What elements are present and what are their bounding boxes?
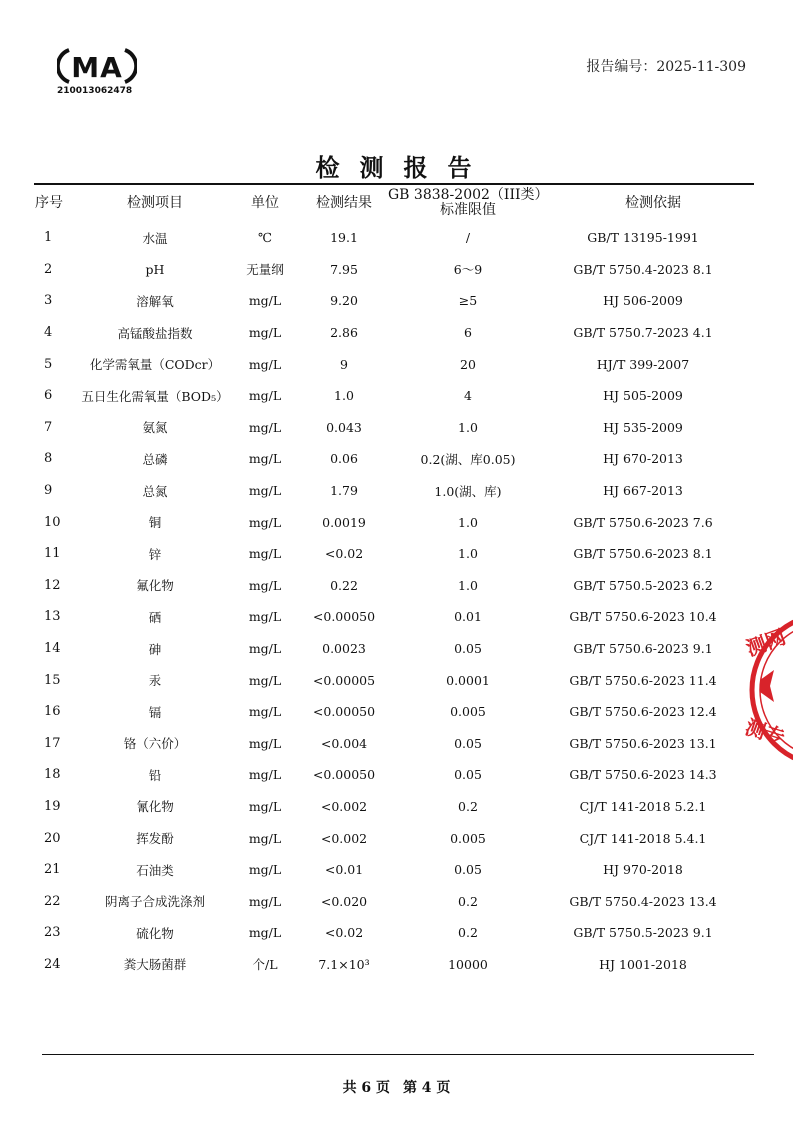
row-index: 23	[44, 925, 61, 941]
row-basis-text: HJ 535-2009	[603, 419, 683, 435]
row-basis-text: GB/T 5750.4-2023 8.1	[573, 261, 713, 277]
row-index: 7	[44, 419, 53, 435]
row-standard: 10000	[448, 956, 488, 972]
row-unit: mg/L	[248, 609, 282, 625]
row-index: 24	[44, 956, 61, 972]
row-item: 氟化物	[136, 578, 174, 594]
row-result: <0.01	[324, 862, 364, 878]
table-row	[18, 380, 758, 412]
row-unit: mg/L	[248, 704, 282, 720]
header-unit: 单位	[251, 194, 279, 211]
row-basis-text: GB/T 5750.6-2023 14.3	[569, 767, 717, 783]
row-result: <0.00050	[312, 767, 376, 783]
header-standard-line2: 标准限值	[440, 202, 496, 218]
row-basis	[548, 822, 758, 854]
table-row	[18, 633, 758, 665]
table-row	[18, 317, 758, 349]
row-item: 总氮	[142, 483, 168, 499]
row-basis	[548, 348, 758, 380]
row-unit: mg/L	[248, 577, 282, 593]
row-standard: 0.2	[458, 798, 478, 814]
row-basis-text: GB/T 5750.6-2023 11.4	[569, 672, 717, 688]
row-item: 溶解氧	[136, 293, 174, 309]
row-index: 5	[44, 356, 53, 372]
cma-code: 210013062478	[57, 86, 133, 96]
row-index: 3	[44, 293, 53, 309]
row-index: 4	[44, 325, 53, 341]
total-pages: 共 6 页	[342, 1080, 391, 1096]
row-item: 硒	[148, 609, 162, 625]
row-basis-text: GB/T 5750.6-2023 10.4	[569, 609, 717, 625]
header-index: 序号	[35, 194, 63, 211]
row-basis-text: HJ 506-2009	[603, 293, 683, 309]
table-row	[18, 285, 758, 317]
row-unit: mg/L	[248, 735, 282, 751]
row-index: 9	[44, 483, 53, 499]
row-basis-text: HJ 670-2013	[603, 451, 683, 467]
row-basis	[548, 664, 758, 696]
row-item: 化学需氧量（CODcr）	[89, 357, 221, 373]
row-item: 挥发酚	[136, 831, 174, 847]
row-result: <0.00005	[312, 672, 376, 688]
table-row	[18, 254, 758, 286]
row-standard: 6	[464, 325, 472, 341]
row-index: 2	[44, 261, 53, 277]
row-basis-text: GB/T 5750.6-2023 9.1	[573, 641, 713, 657]
row-basis	[548, 222, 758, 254]
row-standard: 0.05	[454, 735, 482, 751]
page-title: 检测报告	[315, 153, 492, 182]
row-unit: mg/L	[248, 862, 282, 878]
row-standard: 0.2	[458, 925, 478, 941]
row-item: 硫化物	[136, 925, 174, 941]
row-result: 0.06	[330, 451, 358, 467]
row-item: 锌	[148, 546, 162, 562]
row-basis	[548, 917, 758, 949]
row-item: 铅	[148, 767, 162, 783]
table-row	[18, 759, 758, 791]
row-basis	[548, 633, 758, 665]
row-result: 9	[340, 356, 348, 372]
row-unit: 无量纲	[246, 262, 284, 278]
table-row	[18, 822, 758, 854]
row-standard: 1.0	[458, 546, 478, 562]
row-index: 15	[44, 672, 61, 688]
row-unit: ℃	[258, 230, 272, 246]
row-result: <0.02	[324, 546, 364, 562]
row-standard: /	[465, 230, 471, 246]
row-index: 17	[44, 735, 61, 751]
header-standard-line1: GB 3838-2002（III类）	[388, 187, 549, 203]
table-row	[18, 348, 758, 380]
row-index: 1	[44, 230, 53, 246]
row-index: 19	[44, 798, 61, 814]
row-result: 0.0019	[322, 514, 366, 530]
row-basis	[548, 538, 758, 570]
row-basis-text: GB/T 5750.7-2023 4.1	[573, 325, 713, 341]
row-item: 砷	[148, 641, 162, 657]
row-basis-text: GB/T 5750.5-2023 9.1	[573, 925, 713, 941]
table-row	[18, 538, 758, 570]
row-basis	[548, 317, 758, 349]
row-result: 0.22	[330, 577, 358, 593]
table-row	[18, 222, 758, 254]
row-basis-text: GB/T 5750.6-2023 7.6	[573, 514, 713, 530]
row-item: 高锰酸盐指数	[117, 325, 193, 341]
row-standard: 1.0(湖、库)	[434, 483, 502, 499]
row-item: 石油类	[136, 862, 174, 878]
row-index: 10	[44, 514, 61, 530]
table-row	[18, 728, 758, 760]
row-result: 1.0	[334, 388, 354, 404]
row-basis-text: HJ/T 399-2007	[596, 356, 690, 372]
row-result: <0.00050	[312, 704, 376, 720]
row-basis	[548, 759, 758, 791]
row-basis	[548, 443, 758, 475]
row-basis	[548, 949, 758, 981]
row-standard: 0.05	[454, 767, 482, 783]
row-unit: mg/L	[248, 483, 282, 499]
page-footer	[0, 1077, 793, 1097]
row-basis	[548, 696, 758, 728]
row-item: 镉	[148, 704, 162, 720]
row-result: <0.002	[320, 798, 368, 814]
table-row	[18, 443, 758, 475]
row-basis-text: CJ/T 141-2018 5.4.1	[579, 830, 707, 846]
svg-text:MA: MA	[71, 51, 123, 84]
svg-text:测专: 测专	[742, 714, 788, 751]
row-index: 12	[44, 577, 61, 593]
table-row	[18, 949, 758, 981]
row-result: 0.0023	[322, 641, 366, 657]
row-basis-text: HJ 505-2009	[603, 388, 683, 404]
row-index: 21	[44, 862, 61, 878]
row-unit: mg/L	[248, 893, 282, 909]
svg-text:测网: 测网	[742, 624, 789, 661]
row-index: 6	[44, 388, 53, 404]
row-result: <0.004	[320, 735, 368, 751]
row-item: pH	[145, 261, 165, 277]
row-unit: mg/L	[248, 514, 282, 530]
row-result: 7.1×10³	[318, 956, 370, 972]
row-basis	[548, 570, 758, 602]
cma-logo-mark	[57, 44, 137, 86]
row-standard: 4	[464, 388, 472, 404]
row-basis-text: GB/T 5750.6-2023 13.1	[569, 735, 717, 751]
row-standard: 0.05	[454, 862, 482, 878]
table-row	[18, 570, 758, 602]
row-basis-text: HJ 667-2013	[603, 483, 683, 499]
row-basis	[548, 601, 758, 633]
row-basis-text: CJ/T 141-2018 5.2.1	[579, 798, 707, 814]
row-item: 氨氮	[142, 420, 168, 436]
row-standard: 1.0	[458, 577, 478, 593]
table-row	[18, 885, 758, 917]
report-number	[586, 56, 746, 76]
row-unit: mg/L	[248, 798, 282, 814]
row-result: <0.00050	[312, 609, 376, 625]
row-unit: mg/L	[248, 451, 282, 467]
row-result: <0.02	[324, 925, 364, 941]
row-basis-text: GB/T 5750.4-2023 13.4	[569, 893, 717, 909]
results-table	[18, 184, 758, 980]
row-index: 8	[44, 451, 53, 467]
row-standard: 0.005	[450, 830, 486, 846]
row-result: 9.20	[330, 293, 358, 309]
row-result: <0.002	[320, 830, 368, 846]
row-result: 2.86	[330, 325, 358, 341]
row-basis	[548, 728, 758, 760]
row-unit: mg/L	[248, 293, 282, 309]
row-item: 水温	[142, 230, 168, 246]
header-standard	[388, 184, 548, 222]
row-standard: 1.0	[458, 419, 478, 435]
row-item: 五日生化需氧量（BOD₅）	[81, 388, 229, 404]
row-unit: mg/L	[248, 419, 282, 435]
cma-logo	[57, 44, 137, 98]
row-basis-text: HJ 1001-2018	[599, 956, 687, 972]
header-item: 检测项目	[127, 194, 183, 211]
report-number-label: 报告编号：	[586, 59, 657, 75]
row-result: <0.020	[320, 893, 368, 909]
table-row	[18, 475, 758, 507]
row-standard: 0.05	[454, 641, 482, 657]
row-index: 13	[44, 609, 61, 625]
row-item: 氰化物	[136, 799, 174, 815]
row-item: 铜	[148, 515, 162, 531]
row-item: 粪大肠菌群	[123, 957, 187, 973]
row-index: 11	[44, 546, 61, 562]
row-unit: mg/L	[248, 325, 282, 341]
row-standard: 1.0	[458, 514, 478, 530]
row-standard: 6～9	[453, 262, 483, 278]
table-header-row	[18, 184, 758, 222]
row-basis-text: GB/T 5750.6-2023 12.4	[569, 704, 717, 720]
row-item: 总磷	[142, 451, 168, 467]
row-basis	[548, 791, 758, 823]
row-basis-text: HJ 970-2018	[603, 862, 683, 878]
row-standard: 20	[460, 356, 476, 372]
row-basis	[548, 885, 758, 917]
row-result: 7.95	[330, 261, 358, 277]
table-row	[18, 664, 758, 696]
row-standard: 0.0001	[446, 672, 490, 688]
row-result: 19.1	[330, 230, 358, 246]
row-basis	[548, 475, 758, 507]
row-unit: mg/L	[248, 546, 282, 562]
row-standard: 0.005	[450, 704, 486, 720]
row-basis	[548, 854, 758, 886]
header-basis: 检测依据	[625, 194, 681, 211]
row-result: 0.043	[326, 419, 362, 435]
row-basis-text: GB/T 13195-1991	[587, 230, 699, 246]
row-item: 阴离子合成洗涤剂	[104, 894, 205, 910]
row-index: 20	[44, 830, 61, 846]
report-number-value: 2025-11-309	[656, 59, 746, 75]
row-standard: 0.2(湖、库0.05)	[420, 451, 516, 467]
row-basis	[548, 254, 758, 286]
row-basis	[548, 412, 758, 444]
row-index: 14	[44, 641, 61, 657]
row-standard: 0.2	[458, 893, 478, 909]
table-row	[18, 601, 758, 633]
row-standard: 0.01	[454, 609, 482, 625]
row-item: 汞	[148, 673, 162, 689]
footer-divider	[42, 1054, 754, 1055]
row-unit: mg/L	[248, 356, 282, 372]
row-unit: mg/L	[248, 925, 282, 941]
current-page: 第 4 页	[402, 1080, 451, 1096]
row-index: 22	[44, 893, 61, 909]
row-unit: mg/L	[248, 641, 282, 657]
header-result: 检测结果	[316, 194, 372, 211]
row-unit: mg/L	[248, 672, 282, 688]
row-unit: mg/L	[248, 388, 282, 404]
table-row	[18, 696, 758, 728]
row-index: 16	[44, 704, 61, 720]
row-result: 1.79	[330, 483, 358, 499]
row-index: 18	[44, 767, 61, 783]
table-body	[18, 222, 758, 980]
red-seal-stamp	[740, 610, 793, 770]
table-row	[18, 917, 758, 949]
row-basis	[548, 380, 758, 412]
table-row	[18, 506, 758, 538]
row-standard: ≥5	[458, 293, 478, 309]
row-basis	[548, 285, 758, 317]
table-row	[18, 791, 758, 823]
row-unit: mg/L	[248, 830, 282, 846]
row-basis-text: GB/T 5750.6-2023 8.1	[573, 546, 713, 562]
table-row	[18, 854, 758, 886]
row-basis	[548, 506, 758, 538]
row-item: 铬（六价）	[123, 736, 187, 752]
row-unit: mg/L	[248, 767, 282, 783]
table-row	[18, 412, 758, 444]
row-basis-text: GB/T 5750.5-2023 6.2	[573, 577, 713, 593]
row-unit: 个/L	[252, 957, 278, 973]
